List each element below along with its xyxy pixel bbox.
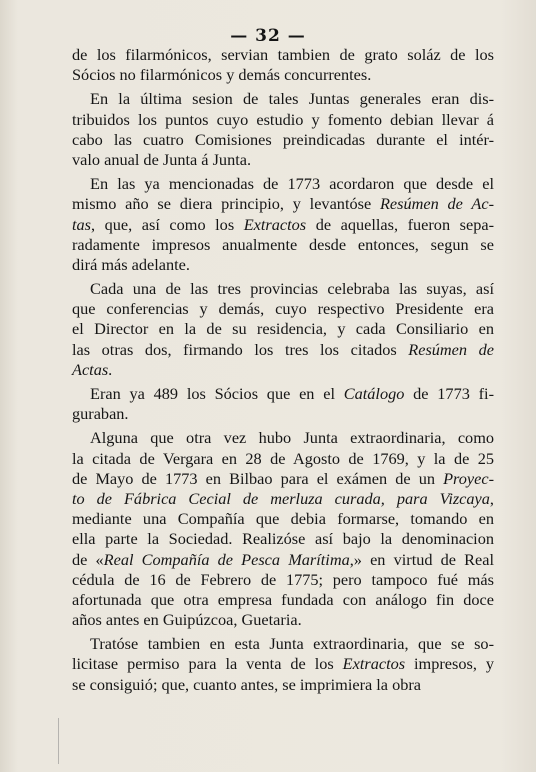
text-line: de Mayo de 1773 en Bilbao para el exámen de un Proyec- xyxy=(72,468,494,488)
paragraph xyxy=(72,384,494,424)
italic-text: Extractos xyxy=(342,654,406,674)
text-line: cédula de 16 de Febrero de 1775; pero tampoco fué más xyxy=(72,569,494,589)
text-line: de los filarmónicos, servian tambien de grato soláz de los xyxy=(72,45,494,64)
text-line: que conferencias y demás, cuyo respectivo Presidente era xyxy=(72,299,494,319)
italic-text: Proyec- xyxy=(443,468,494,488)
text-line: Cada una de las tres provincias celebraba las suyas, así xyxy=(90,279,494,299)
italic-text: Resúmen de Ac- xyxy=(379,194,494,214)
text-line: En las ya mencionadas de 1773 acordaron que desde el xyxy=(90,174,494,194)
text-line: tribuidos los puntos cuyo estudio y fomento debian llevar á xyxy=(72,109,494,129)
text-line: de «Real Compañía de Pesca Marítima,» en virtud de Real xyxy=(72,549,495,569)
text-line: Eran ya 489 los Sócios que en el Catálogo de 1773 fi- xyxy=(90,384,494,403)
text-line: cabo las cuatro Comisiones preindicadas durante el intér- xyxy=(72,129,494,149)
paragraph xyxy=(72,428,494,630)
text-line: guraban. xyxy=(72,404,129,424)
page-number: — 32 — xyxy=(230,26,306,46)
text-line: mediante una Compañía que debia formarse, tomando en xyxy=(72,509,494,529)
text-line: dirá más adelante. xyxy=(72,254,190,274)
paragraph xyxy=(72,279,494,380)
text-line: licitase permiso para la venta de los Extractos impresos, y xyxy=(72,654,494,674)
italic-text: Extractos xyxy=(243,214,307,234)
body-text xyxy=(72,45,494,695)
text-line: el Director en la de su residencia, y cada Consiliario en xyxy=(72,319,494,339)
text-line: ella parte la Sociedad. Realizóse así bajo la denominacion xyxy=(72,529,494,549)
text-line: tas, que, así como los Extractos de aquellas, fueron sepa- xyxy=(72,214,495,234)
margin-mark xyxy=(58,718,69,764)
paragraph xyxy=(72,89,494,170)
text-line: radamente impresos anualmente desde entonces, segun se xyxy=(72,234,494,254)
text-line: las otras dos, firmando los tres los citados Resúmen de xyxy=(72,339,494,359)
italic-text: tas xyxy=(72,214,92,234)
text-line: Sócios no filarmónicos y demás concurrentes. xyxy=(72,65,372,85)
italic-text: to de Fábrica Cecial de merluza curada, para Vizcaya xyxy=(72,488,490,508)
text-line: se consiguió; que, cuanto antes, se imprimiera la obra xyxy=(72,674,422,694)
italic-text: Catálogo xyxy=(343,384,405,403)
text-line: Alguna que otra vez hubo Junta extraordinaria, como xyxy=(90,428,494,448)
italic-text: Real Compañía de Pesca Marítima xyxy=(103,549,350,569)
paragraph xyxy=(72,634,494,695)
paragraph xyxy=(72,174,494,275)
text-line: Actas. xyxy=(72,359,113,379)
text-line: afortunada que otra empresa fundada con análogo fin doce xyxy=(72,589,494,609)
text-line: Tratóse tambien en esta Junta extraordinaria, que se so- xyxy=(90,634,494,654)
text-line: mismo año se diera principio, y levantóse Resúmen de Ac- xyxy=(72,194,494,214)
text-line: años antes en Guipúzcoa, Guetaria. xyxy=(72,610,302,630)
text-line: En la última sesion de tales Juntas generales eran dis- xyxy=(90,89,494,109)
text-line: to de Fábrica Cecial de merluza curada, para Vizcaya, xyxy=(72,488,494,508)
text-line: valo anual de Junta á Junta. xyxy=(72,149,252,169)
italic-text: Resúmen de xyxy=(408,339,494,359)
paragraph xyxy=(72,45,494,85)
text-line: la citada de Vergara en 28 de Agosto de 1769, y la de 25 xyxy=(72,448,494,468)
italic-text: Actas xyxy=(72,359,109,379)
